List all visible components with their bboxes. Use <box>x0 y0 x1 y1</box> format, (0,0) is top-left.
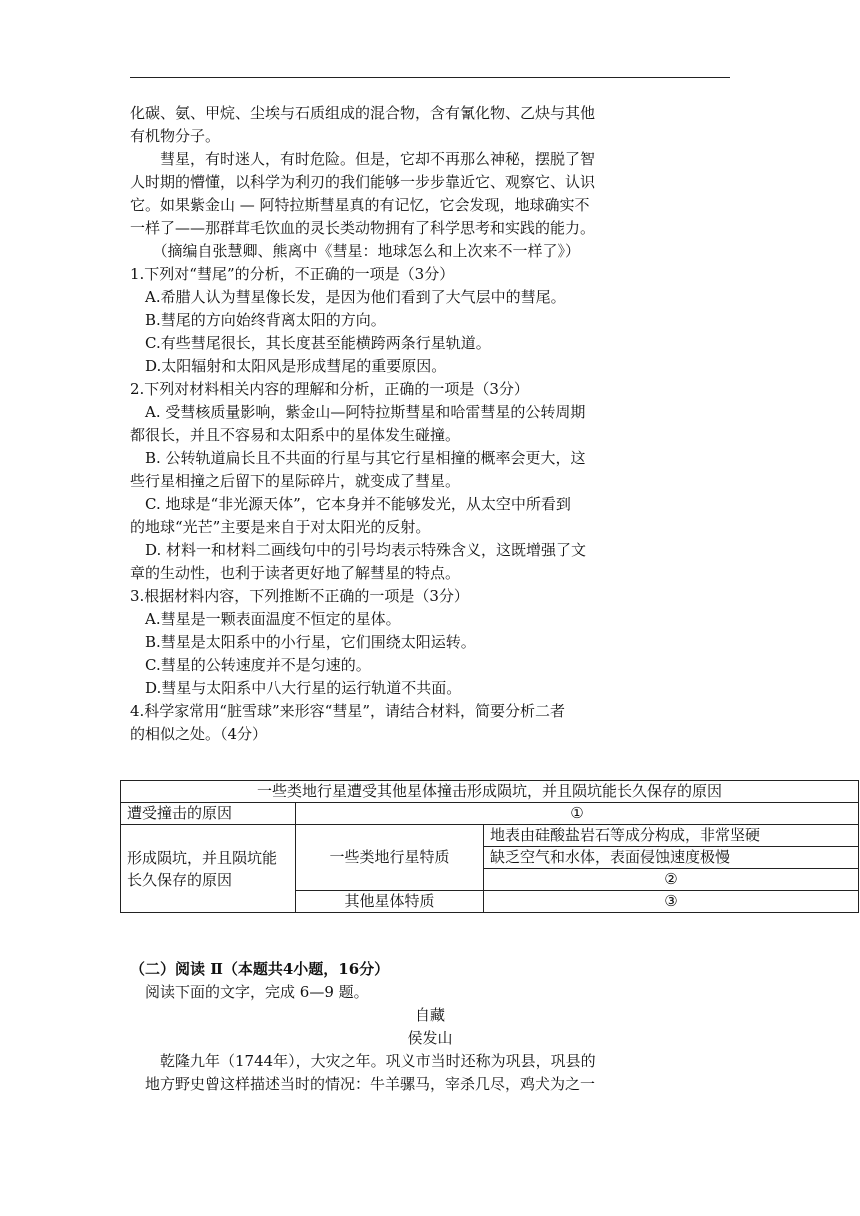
passage-line: 彗星，有时迷人，有时危险。但是，它却不再那么神秘，摆脱了智 <box>130 150 596 168</box>
question-4-stem-cont: 的相似之处。（4分） <box>130 725 268 743</box>
question-3-option-d: D.彗星与太阳系中八大行星的运行轨道不共面。 <box>145 679 462 697</box>
passage-line: 它。如果紫金山 — 阿特拉斯彗星真的有记忆，它会发现，地球确实不 <box>130 196 590 214</box>
article-title: 自藏 <box>414 1006 445 1024</box>
question-2-option-d: D. 材料一和材料二画线句中的引号均表示特殊含义，这既增强了文 <box>145 541 587 559</box>
table-row <box>121 825 859 847</box>
question-3-stem: 3.根据材料内容，下列推断不正确的一项是（3分） <box>130 587 469 605</box>
question-2-option-a-cont: 都很长，并且不容易和太阳系中的星体发生碰撞。 <box>130 426 461 444</box>
question-1-option-d: D.太阳辐射和太阳风是形成彗尾的重要原因。 <box>145 357 447 375</box>
question-1-stem: 1.下列对“彗尾”的分析，不正确的一项是（3分） <box>130 265 455 283</box>
question-1-option-a: A.希腊人认为彗星像长发，是因为他们看到了大气层中的彗尾。 <box>145 288 566 306</box>
source-citation: （摘编自张慧卿、熊离中《彗星：地球怎么和上次来不一样了》） <box>130 242 581 260</box>
question-2-option-b: B. 公转轨道扁长且不共面的行星与其它行星相撞的概率会更大，这 <box>145 449 586 467</box>
article-author: 侯发山 <box>407 1029 453 1047</box>
reasons-table <box>120 780 859 913</box>
question-1-option-c: C.有些彗尾很长，其长度甚至能横跨两条行星轨道。 <box>145 334 491 352</box>
table-cell-blank-2: ② <box>484 869 859 891</box>
question-3-option-c: C.彗星的公转速度并不是匀速的。 <box>145 656 371 674</box>
table-cell-planet-label: 一些类地行星特质 <box>296 825 484 891</box>
table-cell-other-label: 其他星体特质 <box>296 891 484 913</box>
question-3-option-a: A.彗星是一颗表面温度不恒定的星体。 <box>145 610 401 628</box>
passage-line: 化碳、氨、甲烷、尘埃与石质组成的混合物，含有氰化物、乙炔与其他 <box>130 104 596 122</box>
passage-line: 人时期的懵懂，以科学为利刃的我们能够一步步靠近它、观察它、认识 <box>130 173 596 191</box>
table-row <box>121 781 859 803</box>
table-cell-impact-label: 遭受撞击的原因 <box>121 803 296 825</box>
question-2-stem: 2.下列对材料相关内容的理解和分析，正确的一项是（3分） <box>130 380 529 398</box>
table-title: 一些类地行星遭受其他星体撞击形成陨坑，并且陨坑能长久保存的原因 <box>121 781 859 803</box>
table-cell-blank-1: ① <box>296 803 859 825</box>
question-2-option-d-cont: 章的生动性，也利于读者更好地了解彗星的特点。 <box>130 564 461 582</box>
question-4-stem: 4.科学家常用“脏雪球”来形容“彗星”，请结合材料，简要分析二者 <box>130 702 565 720</box>
article-line: 地方野史曾这样描述当时的情况：牛羊骡马，宰杀几尽，鸡犬为之一 <box>130 1075 596 1093</box>
section-instruction: 阅读下面的文字，完成 6—9 题。 <box>145 983 369 1001</box>
section-heading: （二）阅读 Ⅱ（本题共4小题，16分） <box>130 960 390 978</box>
question-2-option-a: A. 受彗核质量影响，紫金山—阿特拉斯彗星和哈雷彗星的公转周期 <box>145 403 586 421</box>
article-line: 乾隆九年（1744年），大灾之年。巩义市当时还称为巩县，巩县的 <box>130 1052 596 1070</box>
table-cell-crater-label: 形成陨坑，并且陨坑能长久保存的原因 <box>121 825 296 913</box>
question-1-option-b: B.彗尾的方向始终背离太阳的方向。 <box>145 311 386 329</box>
passage-line: 一样了——那群茸毛饮血的灵长类动物拥有了科学思考和实践的能力。 <box>130 219 596 237</box>
table-row <box>121 803 859 825</box>
table-cell-blank-3: ③ <box>484 891 859 913</box>
header-rule <box>130 77 730 78</box>
question-2-option-c-cont: 的地球“光芒”主要是来自于对太阳光的反射。 <box>130 518 431 536</box>
question-3-option-b: B.彗星是太阳系中的小行星，它们围绕太阳运转。 <box>145 633 476 651</box>
question-2-option-b-cont: 些行星相撞之后留下的星际碎片，就变成了彗星。 <box>130 472 461 490</box>
table-cell-planet-item: 缺乏空气和水体，表面侵蚀速度极慢 <box>484 847 859 869</box>
table-cell-planet-item: 地表由硅酸盐岩石等成分构成，非常坚硬 <box>484 825 859 847</box>
passage-line: 有机物分子。 <box>130 127 221 145</box>
question-2-option-c: C. 地球是“非光源天体”，它本身并不能够发光，从太空中所看到 <box>145 495 571 513</box>
